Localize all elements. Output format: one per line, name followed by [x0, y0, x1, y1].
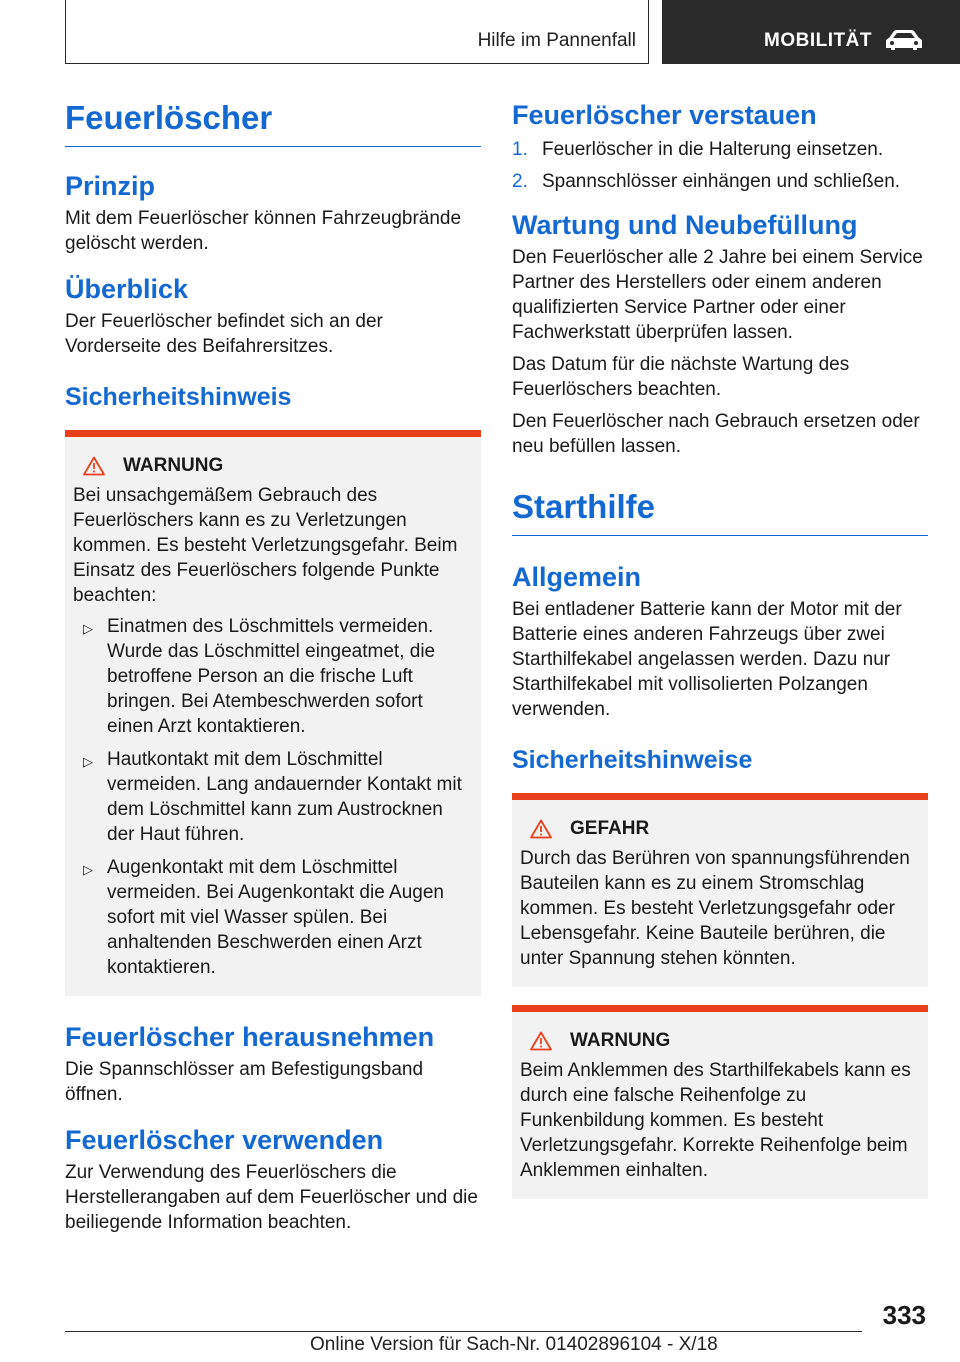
heading-sicherheitshinweis: Sicherheitshinweis — [65, 383, 292, 412]
text-wartung-2: Das Datum für die nächste Wartung des Feuerlöschers beachten. — [512, 354, 850, 401]
heading-wartung: Wartung und Neubefüllung — [512, 210, 858, 241]
list-item: 2. Spannschlösser einhängen und schließen. — [512, 171, 901, 193]
warning-text: Beim Anklemmen des Starthilfekabels kann es durch eine falsche Reihenfolge zu Funkenbildung kommen. Es besteht Verletzungsgefahr. Korrekte Reihenfolge beim Anklemmen einhalten. — [520, 1060, 911, 1182]
heading-sicherheitshinweise: Sicherheitshinweise — [512, 746, 753, 775]
text-verwenden: Zur Verwendung des Feuerlöschers die Herstellerangaben auf dem Feuerlöscher und die beiliegende Information beachten. — [65, 1162, 478, 1234]
header-section-box — [65, 0, 649, 64]
warning-box — [65, 430, 481, 996]
warning-text: Bei unsachgemäßem Gebrauch des Feuerlöschers kann es zu Verletzungen kommen. Es besteht Verletzungsgefahr. Beim Einsatz des Feuerlöschers folgende Punkte beachten: — [73, 485, 458, 607]
warning-triangle-icon — [530, 819, 552, 839]
car-icon — [884, 28, 924, 52]
title-feuerloescher: Feuerlöscher — [65, 100, 481, 147]
text-wartung-3: Den Feuerlöscher nach Gebrauch ersetzen oder neu befüllen lassen. — [512, 411, 920, 458]
header-chapter-title: MOBILITÄT — [764, 30, 872, 51]
heading-ueberblick: Überblick — [65, 274, 189, 305]
list-item: ▷ Augenkontakt mit dem Löschmittel vermeiden. Bei Augenkontakt die Augen sofort mit viel Wasser spülen. Bei anhaltenden Beschwerden einen Arzt kontaktieren. — [73, 855, 473, 980]
warning-triangle-icon — [530, 1031, 552, 1051]
list-item: ▷ Einatmen des Löschmittels vermeiden. Wurde das Löschmittel eingeatmet, die betroffene Person an die frische Luft bringen. Bei Atembeschwerden sofort einen Arzt kontaktieren. — [73, 614, 473, 739]
warning-triangle-icon — [83, 456, 105, 476]
page-number: 333 — [882, 1300, 926, 1330]
warning-bullet-list — [73, 614, 473, 980]
header-section-title: Hilfe im Pannenfall — [477, 30, 636, 51]
footer-divider — [65, 1331, 862, 1332]
footer-text: Online Version für Sach-Nr. 01402896104 - X/18 — [310, 1334, 718, 1355]
warning-label: WARNUNG — [570, 1030, 671, 1052]
heading-verwenden: Feuerlöscher verwenden — [65, 1125, 384, 1156]
list-item: ▷ Hautkontakt mit dem Löschmittel vermeiden. Lang andauernder Kontakt mit dem Löschmittel kann zum Austrocknen der Haut führen. — [73, 747, 473, 847]
triangle-bullet-icon: ▷ — [83, 862, 93, 878]
warning-header — [73, 455, 473, 477]
triangle-bullet-icon: ▷ — [83, 621, 93, 637]
danger-header — [520, 818, 920, 840]
heading-verstauen: Feuerlöscher verstauen — [512, 100, 817, 130]
text-allgemein: Bei entladener Batterie kann der Motor mit der Batterie eines anderen Fahrzeugs über zwei Starthilfekabel angelassen werden. Dazu nur Starthilfekabel mit vollisolierten Polzangen verwenden. — [512, 599, 902, 721]
list-item: 1. Feuerlöscher in die Halterung einsetzen. — [512, 139, 884, 161]
text-ueberblick: Der Feuerlöscher befindet sich an der Vorderseite des Beifahrersitzes. — [65, 311, 383, 358]
triangle-bullet-icon: ▷ — [83, 754, 93, 770]
heading-herausnehmen: Feuerlöscher herausnehmen — [65, 1022, 435, 1053]
danger-box — [512, 793, 928, 987]
title-starthilfe: Starthilfe — [512, 489, 928, 536]
text-wartung-1: Den Feuerlöscher alle 2 Jahre bei einem Service Partner des Herstellers oder einem anderen qualifizierten Service Partner oder einer Fachwerkstatt überprüfen lassen. — [512, 247, 923, 344]
warning-label: WARNUNG — [123, 455, 224, 477]
danger-text: Durch das Berühren von spannungsführenden Bauteilen kann es zu einem Stromschlag kommen. Es besteht Verletzungsgefahr oder Lebensgefahr. Keine Bauteile berühren, die unter Spannung stehen könnten. — [520, 848, 910, 970]
right-column — [512, 100, 928, 1199]
heading-allgemein: Allgemein — [512, 562, 642, 593]
left-column — [65, 100, 481, 1235]
steps-list — [512, 137, 928, 194]
text-prinzip: Mit dem Feuerlöscher können Fahrzeugbrände gelöscht werden. — [65, 208, 462, 255]
danger-label: GEFAHR — [570, 818, 650, 840]
warning-box-starthilfe — [512, 1005, 928, 1199]
warning-header — [520, 1030, 920, 1052]
header-chapter-box — [662, 0, 960, 64]
text-herausnehmen: Die Spannschlösser am Befestigungsband öffnen. — [65, 1059, 424, 1106]
heading-prinzip: Prinzip — [65, 171, 156, 202]
